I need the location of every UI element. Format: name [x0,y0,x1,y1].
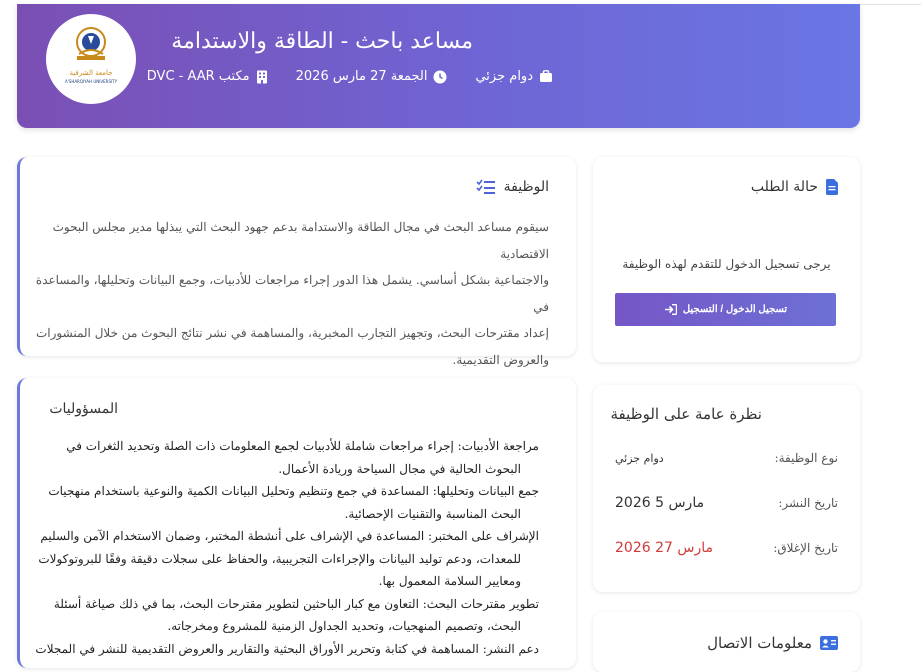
posted-date-value [615,495,704,511]
office-label: مكتب DVC - AAR [146,69,250,84]
job-section-header [476,179,549,195]
sign-in-icon [664,304,677,315]
job-text-line: والاجتماعية بشكل أساسي. يشمل هذا الدور إجراء مراجعات للأدبيات، وجمع البيانات وتحليلها، والمساعدة في [35,273,549,314]
status-section-header [751,179,838,195]
responsibility-line: البحث، وتصميم المنهجيات، وتحديد الجداول الزمنية للمشروع ومخرجاته. [167,619,521,633]
overview-row-job-type [615,451,838,465]
job-description-card [17,157,576,367]
job-meta [147,69,553,84]
job-text-line: سيقوم مساعد البحث في مجال الطاقة والاستدامة بدعم جهود البحث التي يبذلها مدير مجلس البحوث الاقتصادية [52,220,549,261]
responsibility-line: جمع البيانات وتحليلها: المساعدة في جمع وتنظيم وتحليل البيانات الكمية والنوعية باستخدام منهجيات [48,484,539,498]
logo-emblem-icon [61,24,121,70]
logo-english-name: A'SHARQIYAH UNIVERSITY [64,79,118,84]
login-required-message: يرجى تسجيل الدخول للتقدم لهذه الوظيفة [622,257,831,271]
responsibility-line: الإشراف على المختبر: المساعدة في الإشراف على أنشطة المختبر، وضمان الاستخدام الآمن والسليم [40,529,539,543]
contact-card-icon [820,636,838,650]
job-type-value: دوام جزئي [615,452,664,465]
job-header-banner [17,4,860,128]
posted-date-year: 2026 [615,495,651,511]
job-text-line: إعداد مقترحات البحث، وتجهيز التجارب المخبرية، والمساهمة في نشر نتائج البحوث من خلال المنشورات [36,326,549,340]
building-icon [256,70,268,84]
status-section-heading: حالة الطلب [750,179,818,195]
top-divider [860,4,921,5]
responsibilities-list [27,435,539,660]
contact-heading: معلومات الاتصال [707,634,812,652]
responsibility-line: ومعايير السلامة المعمول بها. [378,574,521,588]
responsibility-line: دعم النشر: المساهمة في كتابة وتحرير الأوراق البحثية والتقارير والعروض التقديمية للنشر في المجلات [35,641,539,656]
job-type-label: نوع الوظيفة: [774,451,838,465]
closing-date-label: تاريخ الإغلاق: [773,541,838,555]
closing-date-day: 27 [655,540,673,556]
overview-row-closing-date [615,540,838,556]
job-text-line: والعروض التقديمية. [452,352,549,367]
responsibility-line: تطوير مقترحات البحث: التعاون مع كبار الباحثين لتطوير مقترحات البحث، بما في ذلك صياغة أسئلة [53,596,539,611]
briefcase-icon [539,70,553,83]
responsibilities-heading: المسؤوليات [49,401,118,417]
closing-date-month: مارس [677,540,713,556]
posted-date-day: 5 [655,495,665,511]
job-type-label: دوام جزئي [475,69,533,84]
responsibility-line: البحوث الحالية في مجال السياحة وريادة الأعمال. [278,461,521,476]
job-description-text [34,214,549,373]
document-icon [826,179,838,195]
responsibility-line: مراجعة الأدبيات: إجراء مراجعات شاملة للأدبيات لجمع المعلومات ذات الصلة وتحديد الثغرات في [66,439,539,453]
contact-section-header [707,634,838,652]
job-overview-card [593,385,860,592]
login-button-label: تسجيل الدخول / التسجيل [682,304,788,315]
responsibility-line: البحث المناسبة والتقنيات الإحصائية. [344,506,521,521]
overview-heading: نظرة عامة على الوظيفة [610,405,762,423]
logo-arabic-name: جامعة الشرقية [69,69,113,77]
closing-date-year: 2026 [615,540,651,556]
page-title: مساعد باحث - الطاقة والاستدامة [171,29,473,54]
clock-icon [433,70,447,84]
application-status-card [593,157,860,362]
posted-date-month: مارس [668,495,705,511]
university-logo [46,14,136,104]
overview-row-posted-date [615,495,838,511]
responsibility-line: للمعدات، ودعم توليد البيانات والإجراءات التجريبية، والحفاظ على سجلات دقيقة وفقًا للبروتوكولات [38,551,521,566]
job-section-heading: الوظيفة [503,179,549,195]
posted-date-label: تاريخ النشر: [778,496,838,510]
posting-date: الجمعة 27 مارس 2026 [295,69,428,84]
closing-date-value [615,540,713,556]
responsibilities-card [17,378,576,668]
task-list-icon [476,179,496,195]
login-register-button[interactable] [615,293,836,326]
contact-info-card [593,612,860,672]
